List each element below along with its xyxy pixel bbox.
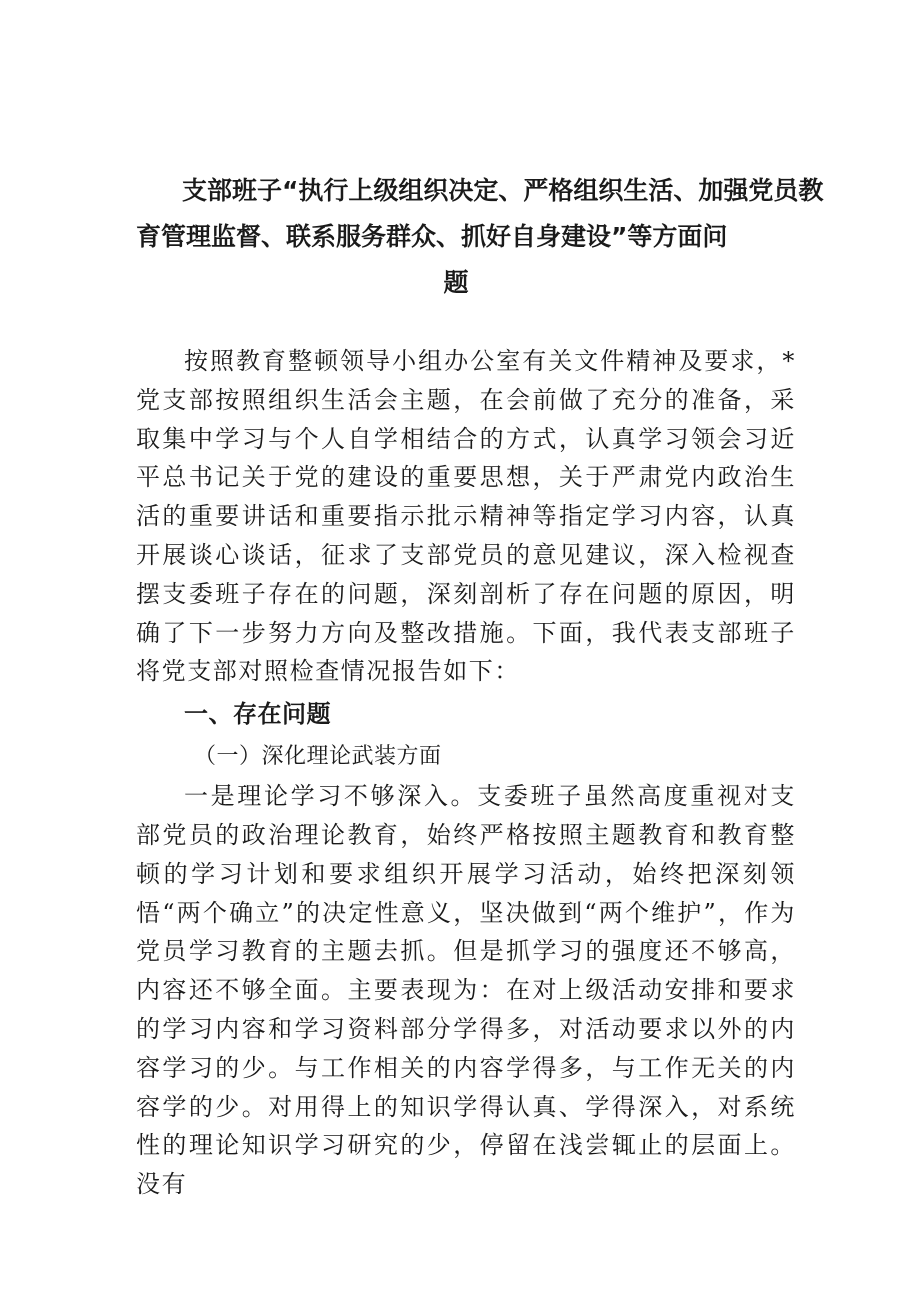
intro-paragraph: 按照教育整顿领导小组办公室有关文件精神及要求，*党支部按照组织生活会主题，在会前做了充分的准备，采取集中学习与个人自学相结合的方式，认真学习领会习近平总书记关于党的建设的重要思想，关于严肃党内政治生活的重要讲话和重要指示批示精神等指定学习内容，认真开展谈心谈话，征求了支部党员的意见建议，深入检视查摆支委班子存在的问题，深刻剖析了存在问题的原因，明确了下一步努力方向及整改措施。下面，我代表支部班子将党支部对照检查情况报告如下： xyxy=(136,347,796,686)
document-title xyxy=(136,168,824,306)
title-line-2: 育管理监督、联系服务群众、抓好自身建设”等方面问 xyxy=(136,222,728,251)
section-heading: 一、存在问题 xyxy=(184,700,331,729)
title-line-1: 支部班子“执行上级组织决定、严格组织生活、加强党员教 xyxy=(182,176,824,205)
problem-paragraph: 一是理论学习不够深入。支委班子虽然高度重视对支部党员的政治理论教育，始终严格按照主题教育和教育整顿的学习计划和要求组织开展学习活动，始终把深刻领悟“两个确立”的决定性意义，坚决做到“两个维护”，作为党员学习教育的主题去抓。但是抓学习的强度还不够高，内容还不够全面。主要表现为：在对上级活动安排和要求的学习内容和学习资料部分学得多，对活动要求以外的内容学习的少。与工作相关的内容学得多，与工作无关的内容学的少。对用得上的知识学得认真、学得深入，对系统性的理论知识学习研究的少，停留在浅尝辄止的层面上。没有 xyxy=(136,782,796,1199)
subsection-heading: （一）深化理论武装方面 xyxy=(194,744,442,770)
document-body xyxy=(136,342,796,1204)
title-line-3: 题 xyxy=(443,268,469,297)
